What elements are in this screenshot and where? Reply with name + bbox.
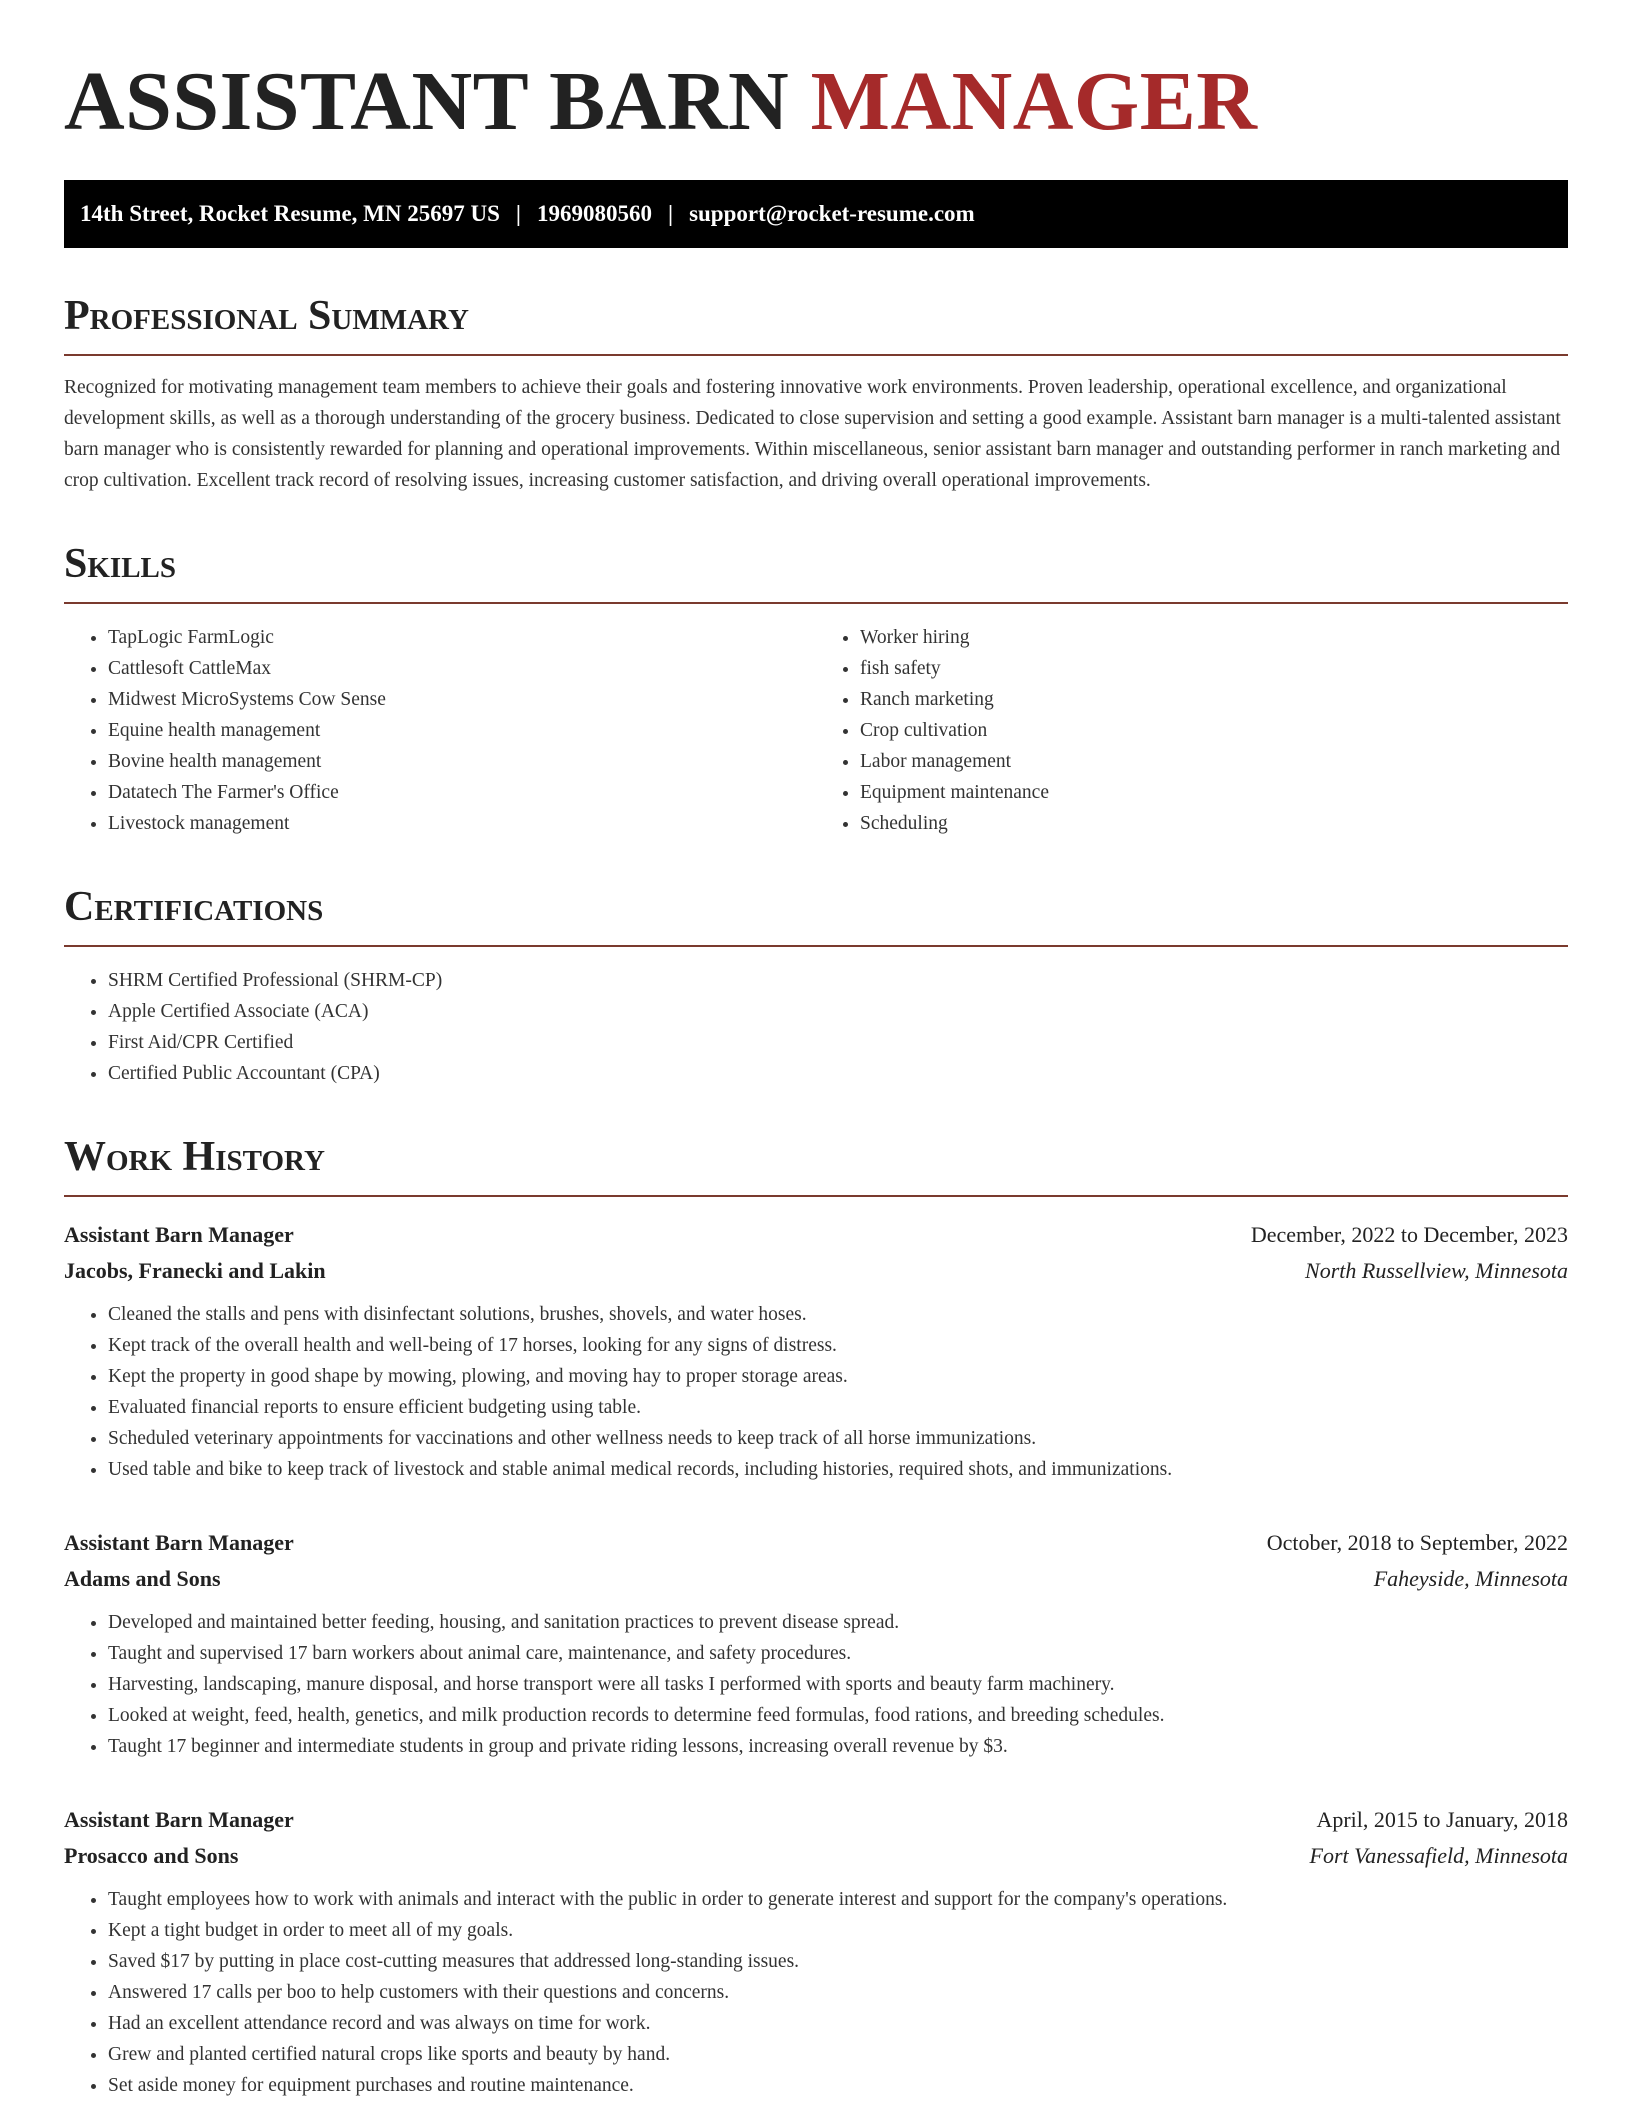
contact-bar [64,180,1568,248]
job-company: Jacobs, Franecki and Lakin [64,1258,326,1283]
job-bullet: • Looked at weight, feed, health, genetics, and milk production records to determine feed formulas, food rations, and breeding schedules. [108,1700,1568,1731]
job-location: North Russellview, Minnesota [1305,1258,1568,1283]
certification-item: • First Aid/CPR Certified [108,1027,1568,1058]
skill-item: • Scheduling [860,808,1568,839]
job-title: Assistant Barn Manager [64,1222,294,1247]
job-bullets [64,1607,1568,1762]
work-history-section [64,1133,1568,2101]
job-bullet: • Kept track of the overall health and well-being of 17 horses, looking for any signs of distress. [108,1330,1568,1361]
job-entry [64,1217,1568,1485]
job-company-row [64,1838,1568,1874]
skill-item: • Livestock management [108,808,816,839]
contact-separator: | [515,201,521,226]
name-last: MANAGER [810,55,1258,148]
job-bullet: • Used table and bike to keep track of livestock and stable animal medical records, including histories, required shots, and immunizations. [108,1454,1568,1485]
job-header-row [64,1217,1568,1253]
job-bullet: • Kept a tight budget in order to meet all of my goals. [108,1915,1568,1946]
skill-item: • fish safety [860,653,1568,684]
job-bullet: • Had an excellent attendance record and was always on time for work. [108,2008,1568,2039]
job-bullet: • Taught and supervised 17 barn workers about animal care, maintenance, and safety procedures. [108,1638,1568,1669]
certifications-list [64,965,1568,1089]
skill-item: • Equine health management [108,715,816,746]
job-bullet: • Developed and maintained better feeding, housing, and sanitation practices to prevent disease spread. [108,1607,1568,1638]
skill-item: • Bovine health management [108,746,816,777]
job-bullets [64,1884,1568,2101]
contact-email: support@rocket-resume.com [689,201,975,226]
skill-item: • Ranch marketing [860,684,1568,715]
summary-section [64,292,1568,496]
job-dates: December, 2022 to December, 2023 [1250,1222,1568,1247]
skill-item: • Labor management [860,746,1568,777]
skills-list-right [816,622,1568,839]
job-bullet: • Grew and planted certified natural crops like sports and beauty by hand. [108,2039,1568,2070]
job-bullet: • Saved $17 by putting in place cost-cutting measures that addressed long-standing issues. [108,1946,1568,1977]
skill-item: • Datatech The Farmer's Office [108,777,816,808]
contact-separator: | [667,201,674,226]
resume-name [64,56,1568,148]
summary-text: Recognized for motivating management team members to achieve their goals and fostering innovative work environments. Proven leadership, operational excellence, and organizational development skills, as well as a thorough understanding of the grocery business. Dedicated to close supervision and setting a good example. Assistant barn manager is a multi-talented assistant barn manager who is consistently rewarded for planning and operational improvements. Within miscellaneous, senior assistant barn manager and outstanding performer in ranch marketing and crop cultivation. Excellent track record of resolving issues, increasing customer satisfaction, and driving overall operational improvements. [64,377,1561,491]
certifications-section [64,883,1568,1089]
certification-item: • Certified Public Accountant (CPA) [108,1058,1568,1089]
skills-grid [64,622,1568,839]
name-first: ASSISTANT BARN [64,55,790,148]
skills-section [64,540,1568,839]
job-company-row [64,1253,1568,1289]
skill-item: • Midwest MicroSystems Cow Sense [108,684,816,715]
job-dates: April, 2015 to January, 2018 [1316,1807,1568,1832]
job-company: Prosacco and Sons [64,1843,239,1868]
section-title: Skills [64,540,1568,604]
job-bullet: • Taught employees how to work with animals and interact with the public in order to generate interest and support for the company's operations. [108,1884,1568,1915]
job-title: Assistant Barn Manager [64,1530,294,1555]
job-company-row [64,1561,1568,1597]
job-bullets [64,1299,1568,1485]
job-bullet: • Taught 17 beginner and intermediate students in group and private riding lessons, increasing overall revenue by $3. [108,1731,1568,1762]
certification-item: • SHRM Certified Professional (SHRM-CP) [108,965,1568,996]
job-header-row [64,1802,1568,1838]
job-bullet: • Set aside money for equipment purchases and routine maintenance. [108,2070,1568,2101]
job-bullet: • Answered 17 calls per boo to help customers with their questions and concerns. [108,1977,1568,2008]
skill-item: • Crop cultivation [860,715,1568,746]
job-header-row [64,1525,1568,1561]
section-title: Work History [64,1133,1568,1197]
section-title: Certifications [64,883,1568,947]
job-entry [64,1525,1568,1762]
skills-list-left [64,622,816,839]
certification-item: • Apple Certified Associate (ACA) [108,996,1568,1027]
skill-item: • Equipment maintenance [860,777,1568,808]
job-entry [64,1802,1568,2101]
contact-address: 14th Street, Rocket Resume, MN 25697 US [80,201,500,226]
job-bullet: • Harvesting, landscaping, manure disposal, and horse transport were all tasks I performed with sports and beauty farm machinery. [108,1669,1568,1700]
section-title: Professional Summary [64,292,1568,356]
skill-item: • Cattlesoft CattleMax [108,653,816,684]
job-bullet: • Evaluated financial reports to ensure efficient budgeting using table. [108,1392,1568,1423]
job-bullet: • Scheduled veterinary appointments for vaccinations and other wellness needs to keep track of all horse immunizations. [108,1423,1568,1454]
job-bullet: • Cleaned the stalls and pens with disinfectant solutions, brushes, shovels, and water hoses. [108,1299,1568,1330]
job-bullet: • Kept the property in good shape by mowing, plowing, and moving hay to proper storage areas. [108,1361,1568,1392]
job-company: Adams and Sons [64,1566,221,1591]
skill-item: • TapLogic FarmLogic [108,622,816,653]
job-dates: October, 2018 to September, 2022 [1266,1530,1568,1555]
job-location: Fort Vanessafield, Minnesota [1309,1843,1568,1868]
job-location: Faheyside, Minnesota [1373,1566,1568,1591]
contact-phone: 1969080560 [536,201,652,226]
job-title: Assistant Barn Manager [64,1807,294,1832]
skill-item: • Worker hiring [860,622,1568,653]
